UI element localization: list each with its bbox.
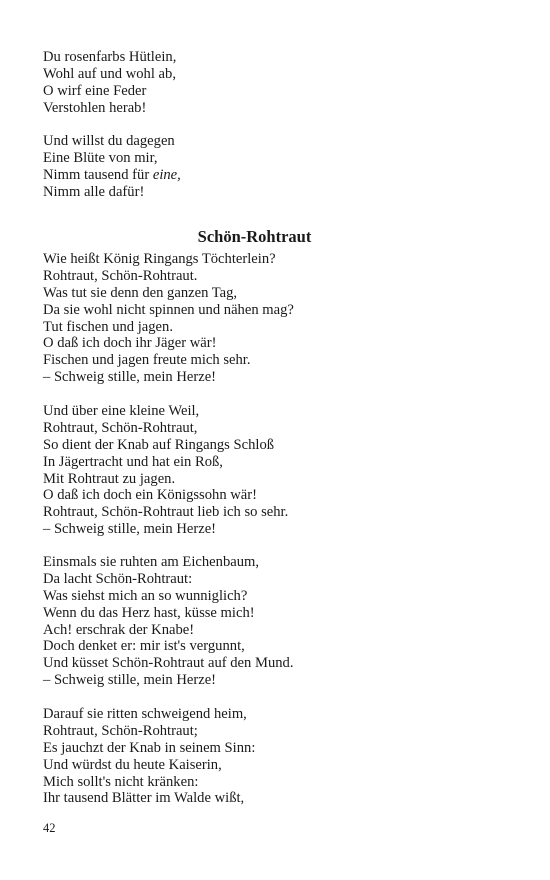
poem-stanza: [43, 706, 255, 807]
poem-line: Fischen und jagen freute mich sehr.: [43, 352, 251, 369]
poem-line: Wohl auf und wohl ab,: [43, 65, 176, 82]
poem-line: Eine Blüte von mir,: [43, 149, 158, 166]
poem-line: Wenn du das Herz hast, küsse mich!: [43, 604, 255, 621]
poem-line: Rohtraut, Schön-Rohtraut.: [43, 267, 198, 284]
poem-line: Doch denket er: mir ist's vergunnt,: [43, 638, 245, 655]
poem-line: Ach! erschrak der Knabe!: [43, 621, 195, 638]
poem-line: Rohtraut, Schön-Rohtraut lieb ich so sehr.: [43, 504, 289, 521]
poem-line: Und willst du dagegen: [43, 133, 175, 149]
poem-line: Mit Rohtraut zu jagen.: [43, 470, 176, 487]
poem-line: Nimm alle dafür!: [43, 183, 145, 200]
poem-line: – Schweig stille, mein Herze!: [43, 521, 217, 538]
poem-line: Und über eine kleine Weil,: [43, 403, 200, 419]
poem-line: Darauf sie ritten schweigend heim,: [43, 706, 247, 722]
poem-line: Mich sollt's nicht kränken:: [43, 773, 199, 790]
intro-stanza: [43, 49, 176, 117]
poem-line: O wirf eine Feder: [43, 82, 147, 99]
poem-line: Was tut sie denn den ganzen Tag,: [43, 284, 238, 301]
poem-line: O daß ich doch ein Königssohn wär!: [43, 487, 257, 504]
poem-line: [43, 167, 181, 184]
poem-stanza: [43, 554, 294, 689]
poem-line: Du rosenfarbs Hütlein,: [43, 49, 177, 65]
poem-stanza: [43, 403, 288, 538]
poem-line: Und würdst du heute Kaiserin,: [43, 756, 222, 773]
poem-line: Ihr tausend Blätter im Walde wißt,: [43, 790, 245, 807]
poem-line: Und küsset Schön-Rohtraut auf den Mund.: [43, 655, 294, 672]
intro-stanza: [43, 133, 181, 201]
poem-line: Wie heißt König Ringangs Töchterlein?: [43, 251, 276, 267]
poem-line: Rohtraut, Schön-Rohtraut,: [43, 419, 198, 436]
poem-line: Da lacht Schön-Rohtraut:: [43, 570, 193, 587]
book-page: [43, 0, 513, 880]
poem-line-text: Nimm tausend für: [43, 166, 153, 183]
poem-line: Einsmals sie ruhten am Eichenbaum,: [43, 554, 260, 570]
poem-line: In Jägertracht und hat ein Roß,: [43, 453, 223, 470]
poem-line: Tut fischen und jagen.: [43, 318, 173, 335]
emphasized-word: eine,: [152, 166, 181, 183]
poem-line: Es jauchzt der Knab in seinem Sinn:: [43, 739, 256, 756]
poem-line: Da sie wohl nicht spinnen und nähen mag?: [43, 301, 294, 318]
poem-line: Was siehst mich an so wunniglich?: [43, 587, 248, 604]
poem-line: – Schweig stille, mein Herze!: [43, 369, 217, 386]
poem-title: Schön-Rohtraut: [197, 227, 312, 246]
poem-stanza: [43, 251, 294, 386]
poem-line: Verstohlen herab!: [43, 99, 147, 116]
poem-line: Rohtraut, Schön-Rohtraut;: [43, 722, 198, 739]
poem-line: O daß ich doch ihr Jäger wär!: [43, 335, 217, 352]
poem-line: – Schweig stille, mein Herze!: [43, 672, 217, 689]
page-number: 42: [43, 821, 56, 835]
poem-line: So dient der Knab auf Ringangs Schloß: [43, 436, 275, 453]
